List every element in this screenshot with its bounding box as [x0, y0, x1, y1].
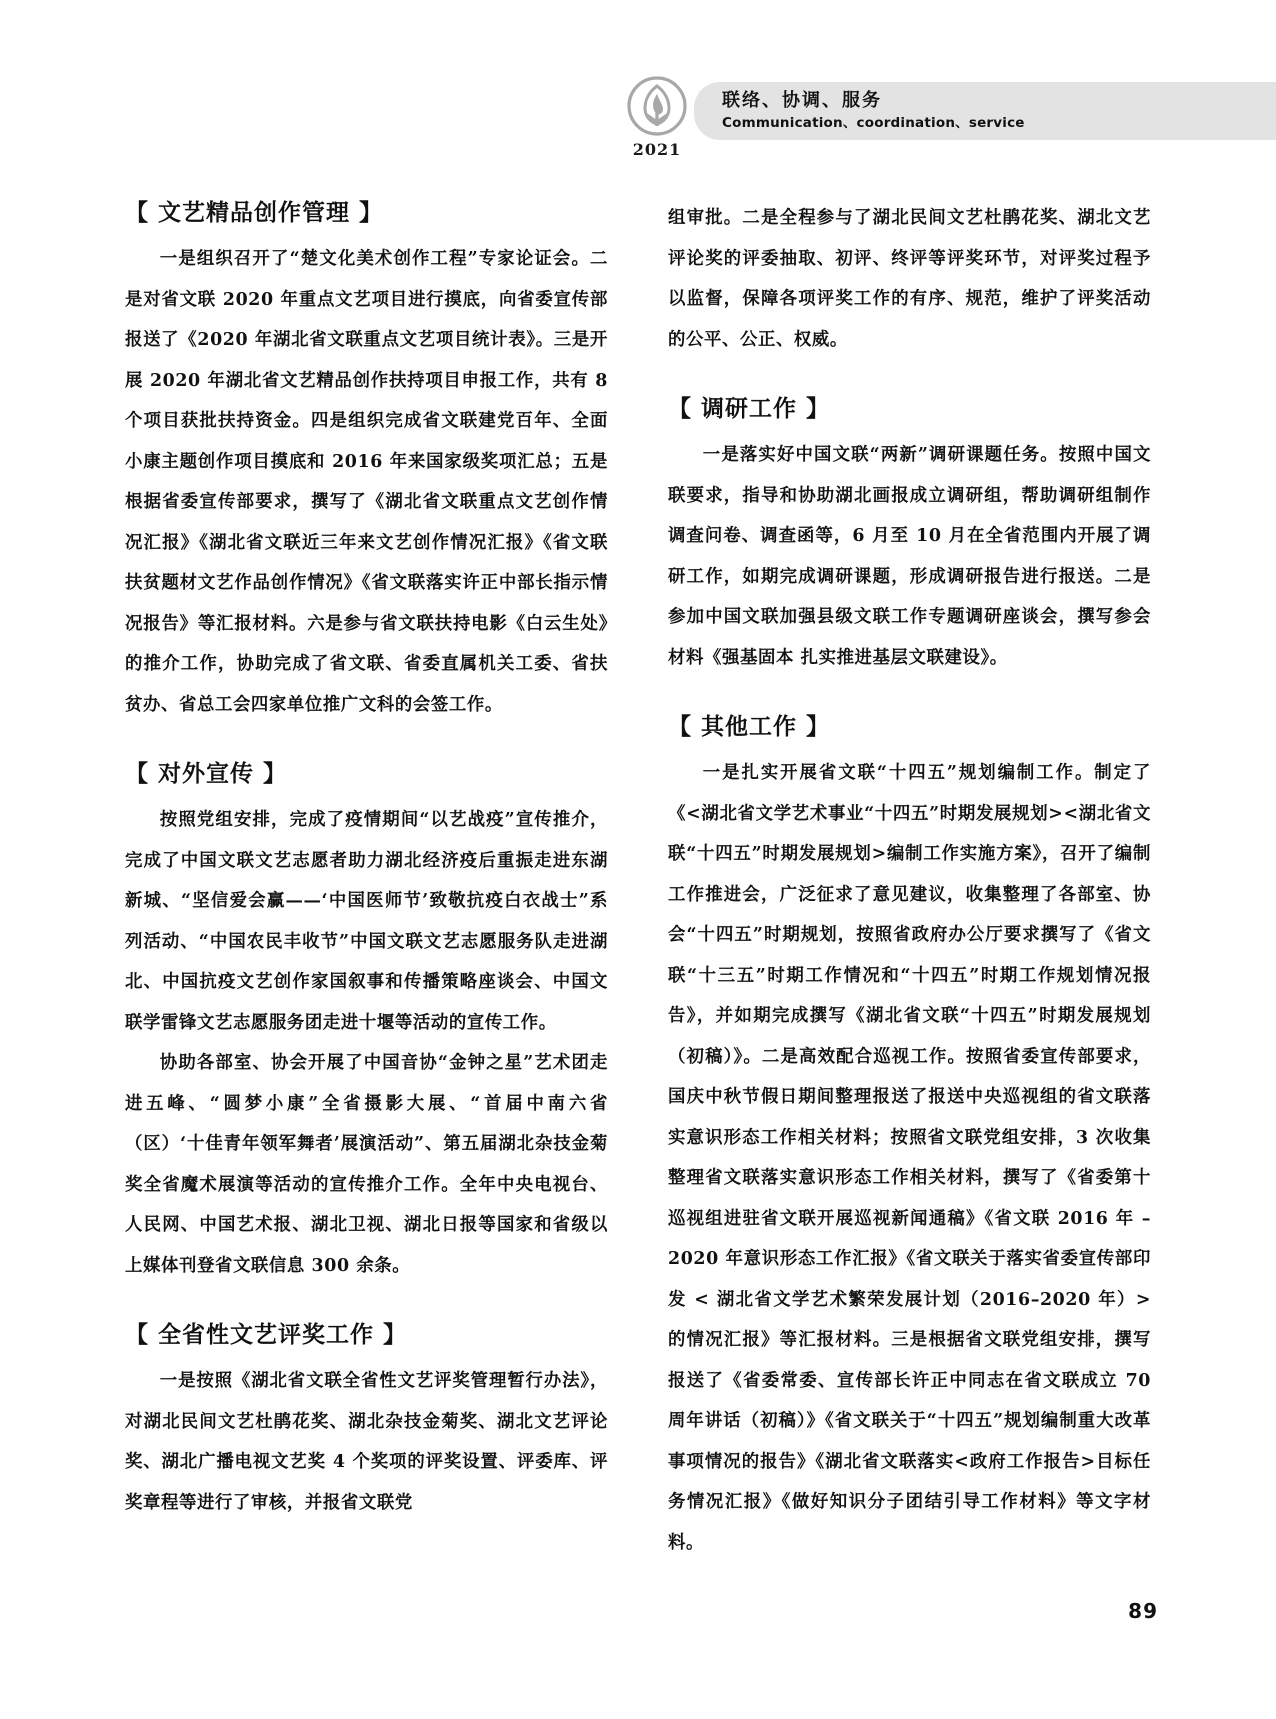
- section-external-publicity: [125, 759, 608, 1286]
- section-arts-masterpiece-creation-management: [125, 198, 608, 725]
- header-title-cn: 联络、协调、服务: [722, 90, 882, 111]
- page-running-header: [620, 72, 1276, 159]
- section-heading: 【 调研工作 】: [668, 396, 831, 422]
- section-awards-continued: [668, 198, 1151, 360]
- column-right: [668, 198, 1151, 1567]
- section-province-wide-arts-awards-work: [125, 1320, 608, 1523]
- section-research-work: [668, 394, 1151, 678]
- header-title-band: [694, 82, 1276, 140]
- header-title-en: Communication、coordination、service: [722, 114, 1025, 131]
- paragraph: 一是组织召开了“楚文化美术创作工程”专家论证会。二是对省文联 2020 年重点文艺项目进行摸底，向省委宣传部报送了《2020 年湖北省文联重点文艺项目统计表》。三是开展 2020 年湖北省文艺精品创作扶持项目申报工作，共有 8 个项目获批扶持资金。四是组织完成省文联建党百年、全面小康主题创作项目摸底和 2016 年来国家级奖项汇总；五是根据省委宣传部要求，撰写了《湖北省文联重点文艺创作情况汇报》《湖北省文联近三年来文艺创作情况汇报》《省文联扶贫题材文艺作品创作情况》《省文联落实许正中部长指示情况报告》等汇报材料。六是参与省文联扶持电影《白云生处》的推介工作，协助完成了省文联、省委直属机关工委、省扶贫办、省总工会四家单位推广文科的会签工作。: [125, 249, 608, 715]
- paragraph: 按照党组安排，完成了疫情期间“以艺战疫”宣传推介，完成了中国文联文艺志愿者助力湖北经济疫后重振走进东湖新城、“坚信爱会赢——‘中国医师节’致敬抗疫白衣战士”系列活动、“中国农民丰收节”中国文联文艺志愿服务队走进湖北、中国抗疫文艺创作家国叙事和传播策略座谈会、中国文联学雷锋文艺志愿服务团走进十堰等活动的宣传工作。: [125, 810, 608, 1033]
- header-year: 2021: [632, 140, 682, 159]
- section-heading: 【 其他工作 】: [668, 714, 831, 741]
- paragraph: 组审批。二是全程参与了湖北民间文艺杜鹃花奖、湖北文艺评论奖的评委抽取、初评、终评等评奖环节，对评奖过程予以监督，保障各项评奖工作的有序、规范，维护了评奖活动的公平、公正、权威。: [668, 208, 1151, 350]
- paragraph: 一是扎实开展省文联“十四五”规划编制工作。制定了《<湖北省文学艺术事业“十四五”时期发展规划><湖北省文联“十四五”时期发展规划>编制工作实施方案》，召开了编制工作推进会，广泛征求了意见建议，收集整理了各部室、协会“十四五”时期规划，按照省政府办公厅要求撰写了《省文联“十三五”时期工作情况和“十四五”时期工作规划情况报告》，并如期完成撰写《湖北省文联“十四五”时期发展规划（初稿）》。二是高效配合巡视工作。按照省委宣传部要求，国庆中秋节假日期间整理报送了报送中央巡视组的省文联落实意识形态工作相关材料；按照省文联党组安排，3 次收集整理省文联落实意识形态工作相关材料，撰写了《省委第十巡视组进驻省文联开展巡视新闻通稿》《省文联 2016 年 –2020 年意识形态工作汇报》《省文联关于落实省委宣传部印发 < 湖北省文学艺术繁荣发展计划（2016–2020 年）> 的情况汇报》等汇报材料。三是根据省文联党组安排，撰写报送了《省委常委、宣传部长许正中同志在省文联成立 70 周年讲话（初稿）》《省文联关于“十四五”规划编制重大改革事项情况的报告》《湖北省文联落实<政府工作报告>目标任务情况汇报》《做好知识分子团结引导工作材料》等文字材料。: [668, 763, 1151, 1553]
- page-number: 89: [1128, 1599, 1158, 1623]
- section-other-work: [668, 712, 1151, 1563]
- section-heading: 【 对外宣传 】: [125, 761, 288, 788]
- paragraph: 协助各部室、协会开展了中国音协“金钟之星”艺术团走进五峰、“圆梦小康”全省摄影大展、“首届中南六省（区）‘十佳青年领军舞者’展演活动”、第五届湖北杂技金菊奖全省魔术展演等活动的宣传推介工作。全年中央电视台、人民网、中国艺术报、湖北卫视、湖北日报等国家和省级以上媒体刊登省文联信息 300 余条。: [125, 1053, 608, 1276]
- paragraph: 一是按照《湖北省文联全省性文艺评奖管理暂行办法》，对湖北民间文艺杜鹃花奖、湖北杂技金菊奖、湖北文艺评论奖、湖北广播电视文艺奖 4 个奖项的评奖设置、评委库、评奖章程等进行了审核，并报省文联党: [125, 1371, 608, 1513]
- two-column-body: [125, 198, 1151, 1567]
- paragraph: 一是落实好中国文联“两新”调研课题任务。按照中国文联要求，指导和协助湖北画报成立调研组，帮助调研组制作调查问卷、调查函等，6 月至 10 月在全省范围内开展了调研工作，如期完成调研课题，形成调研报告进行报送。二是参加中国文联加强县级文联工作专题调研座谈会，撰写参会材料《强基固本 扎实推进基层文联建设》。: [668, 445, 1151, 668]
- section-heading: 【 文艺精品创作管理 】: [125, 200, 384, 226]
- header-logo-block: [620, 72, 694, 159]
- federation-emblem-icon: [625, 74, 689, 138]
- column-left: [125, 198, 608, 1567]
- section-heading: 【 全省性文艺评奖工作 】: [125, 1322, 408, 1349]
